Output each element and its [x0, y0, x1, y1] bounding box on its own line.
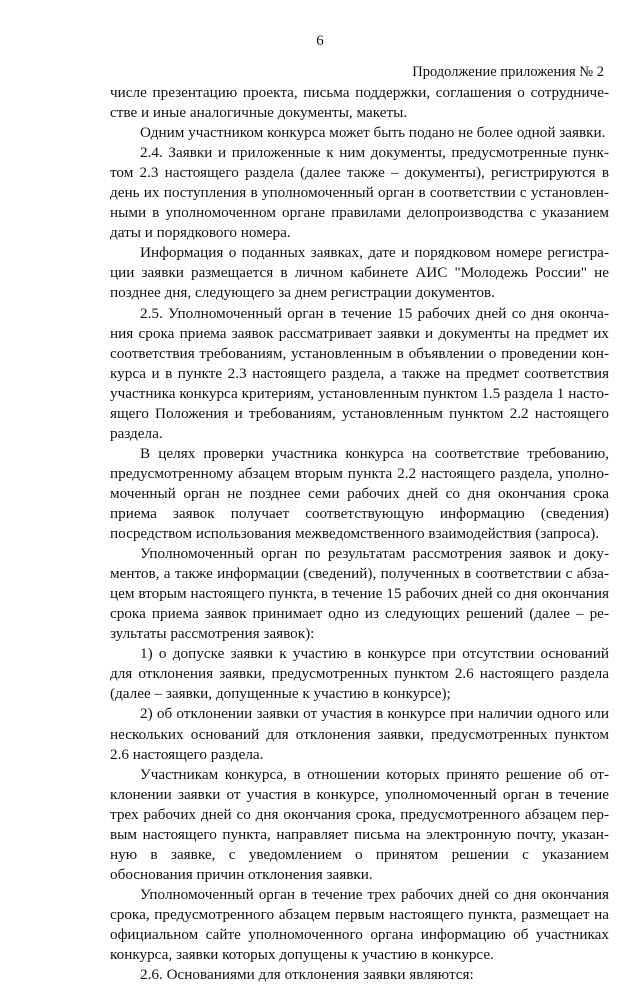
running-header: Продолжение приложения № 2: [412, 64, 604, 80]
paragraph-2-6-grounds: 2.6. Основаниями для отклонения заявки являются:: [140, 966, 474, 984]
paragraph-2-4-registration: 2.4. Заявки и приложенные к ним документы, предусмотренные пунктом 2.3 настоящего раздела (далее также – документы), регистрируются в день их поступления в уполномоченный орган в соответствии с установленными в уполномоченном органе правилами делопроизводства с указанием даты и порядкового номера.: [110, 144, 609, 242]
paragraph-decision: Уполномоченный орган по результатам рассмотрения заявок и документов, а также информации (сведений), полученных в соответствии с абзацем вторым настоящего пункта, в течение 15 рабочих дней со дня окончания срока приема заявок принимает одно из следующих решений (далее – результаты рассмотрения заявок):: [110, 545, 609, 643]
paragraph-verification: В целях проверки участника конкурса на соответствие требованию, предусмотренному абзацем вторым пункта 2.2 настоящего раздела, уполномоченный орган не позднее семи рабочих дней со дня окончания срока приема заявок получает соответствующую информацию (сведения) посредством использования межведомственного взаимодействия (запроса).: [110, 444, 609, 543]
paragraph-publication: Уполномоченный орган в течение трех рабочих дней со дня окончания срока, предусмотренного абзацем первым настоящего пункта, размещает на официальном сайте уполномоченного органа информацию об участниках конкурса, заявки которых допущены к участию в конкурсе.: [110, 885, 609, 964]
document-body: [110, 83, 609, 985]
paragraph-registration-info: Информация о поданных заявках, дате и порядковом номере регистрации заявки размещается в личном кабинете АИС "Молодежь России" не позднее дня, следующего за днем регистрации документов.: [110, 244, 609, 302]
page-number: 6: [316, 33, 324, 49]
paragraph-2-5-review: 2.5. Уполномоченный орган в течение 15 рабочих дней со дня окончания срока приема заявок рассматривает заявки и документы на предмет их соответствия требованиям, установленным в объявлении о проведении конкурса и в пункте 2.3 настоящего раздела, а также на предмет соответствия участника конкурса критериям, установленным пунктом 1.5 раздела 1 настоящего Положения и требованиям, установленным пунктом 2.2 настоящего раздела.: [110, 304, 609, 442]
paragraph-decision-reject: 2) об отклонении заявки от участия в конкурсе при наличии одного или нескольких оснований для отклонения заявки, предусмотренных пунктом 2.6 настоящего раздела.: [110, 705, 609, 763]
paragraph-decision-admit: 1) о допуске заявки к участию в конкурсе при отсутствии оснований для отклонения заявки, предусмотренных пунктом 2.6 настоящего раздела (далее – заявки, допущенные к участию в конкурсе);: [110, 645, 609, 703]
paragraph-rejection-notice: Участникам конкурса, в отношении которых принято решение об отклонении заявки от участия в конкурсе, уполномоченный орган в течение трех рабочих дней со дня окончания срока, предусмотренного абзацем первым настоящего пункта, направляет письма на электронную почту, указанную в заявке, с уведомлением о принятом решении с указанием обоснования причин отклонения заявки.: [110, 765, 609, 883]
paragraph-one-application-limit: Одним участником конкурса может быть подано не более одной заявки.: [140, 124, 606, 142]
paragraph-continuation: числе презентацию проекта, письма поддержки, соглашения о сотрудничестве и иные аналогичные документы, макеты.: [110, 84, 609, 122]
